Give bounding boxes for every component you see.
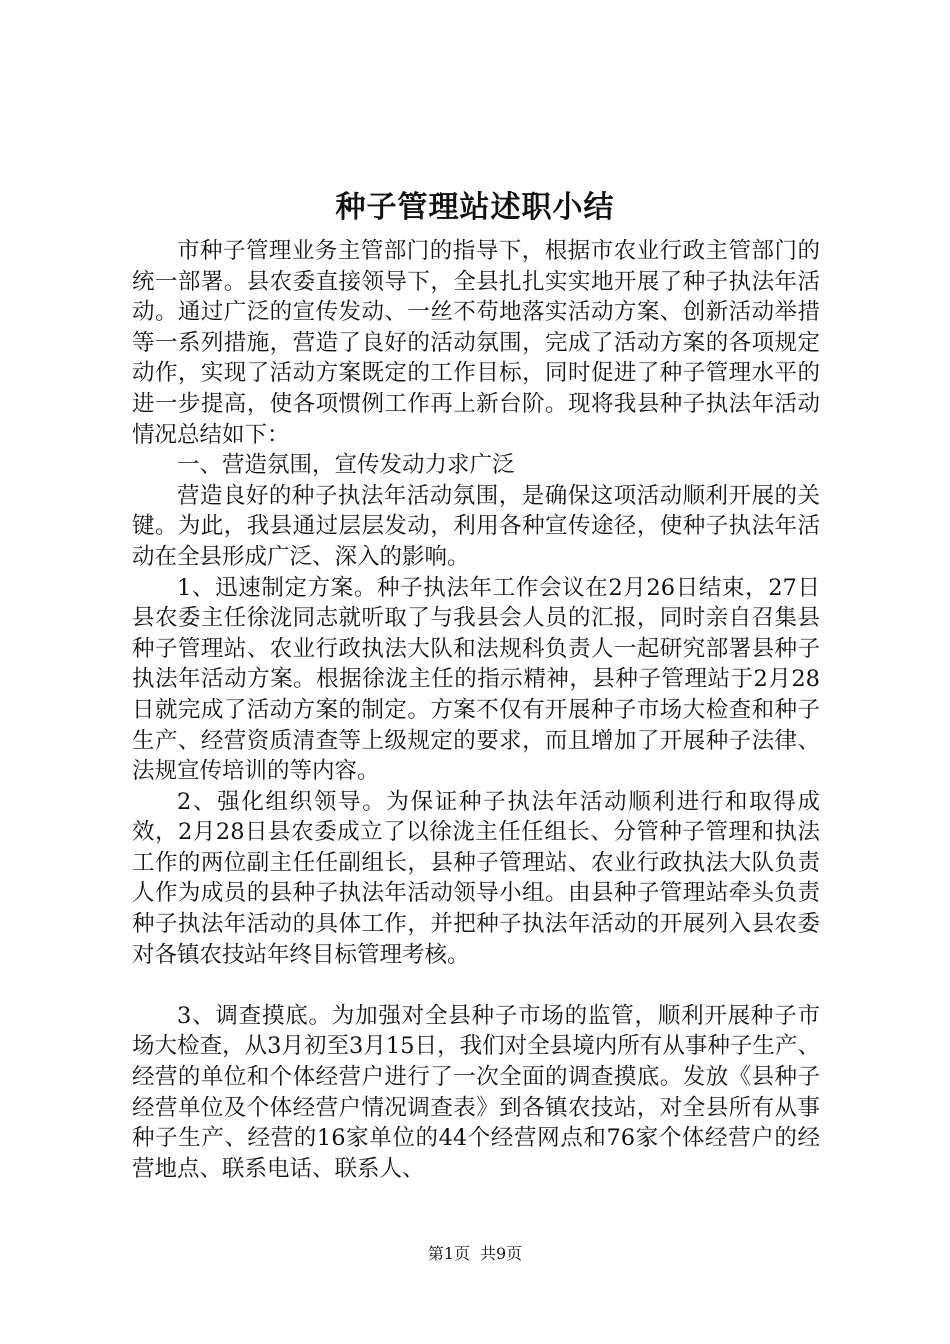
item-3-paragraph: 3、调查摸底。为加强对全县种子市场的监管，顺利开展种子市场大检查，从3月初至3月15日，我们对全县境内所有从事种子生产、经营的单位和个体经营户进行了一次全面的调查摸底。发放《县种子经营单位及个体经营户情况调查表》到各镇农技站，对全县所有从事种子生产、经营的16家单位的44个经营网点和76家个体经营户的经营地点、联系电话、联系人、 [132,1002,820,1182]
intro-paragraph: 市种子管理业务主管部门的指导下，根据市农业行政主管部门的统一部署。县农委直接领导下，全县扎扎实实地开展了种子执法年活动。通过广泛的宣传发动、一丝不苟地落实活动方案、创新活动举措等一系列措施，营造了良好的活动氛围，完成了活动方案的各项规定动作，实现了活动方案既定的工作目标，同时促进了种子管理水平的进一步提高，使各项惯例工作再上新台阶。现将我县种子执法年活动情况总结如下： [132,238,820,448]
document-body [132,236,820,1184]
page-number: 第1页 [427,1244,470,1263]
section-intro-paragraph: 营造良好的种子执法年活动氛围，是确保这项活动顺利开展的关键。为此，我县通过层层发动，利用各种宣传途径，使种子执法年活动在全县形成广泛、深入的影响。 [132,482,820,570]
page-footer [0,1243,950,1265]
blank-line [132,970,820,1001]
item-1-paragraph: 1、迅速制定方案。种子执法年工作会议在2月26日结束，27日县农委主任徐泷同志就听取了与我县会人员的汇报，同时亲自召集县种子管理站、农业行政执法大队和法规科负责人一起研究部署县种子执法年活动方案。根据徐泷主任的指示精神，县种子管理站于2月28日就完成了活动方案的制定。方案不仅有开展种子市场大检查和种子生产、经营资质清查等上级规定的要求，而且增加了开展种子法律、法规宣传培训的等内容。 [132,574,820,785]
section-heading: 一、营造氛围，宣传发动力求广泛 [177,452,515,479]
page-total: 共9页 [480,1244,523,1263]
document-title: 种子管理站述职小结 [335,190,615,225]
item-2-paragraph: 2、强化组织领导。为保证种子执法年活动顺利进行和取得成效，2月28日县农委成立了以徐泷主任任组长、分管种子管理和执法工作的两位副主任任副组长，县种子管理站、农业行政执法大队负责人作为成员的县种子执法年活动领导小组。由县种子管理站牵头负责种子执法年活动的具体工作，并把种子执法年活动的开展列入县农委对各镇农技站年终目标管理考核。 [132,788,820,968]
